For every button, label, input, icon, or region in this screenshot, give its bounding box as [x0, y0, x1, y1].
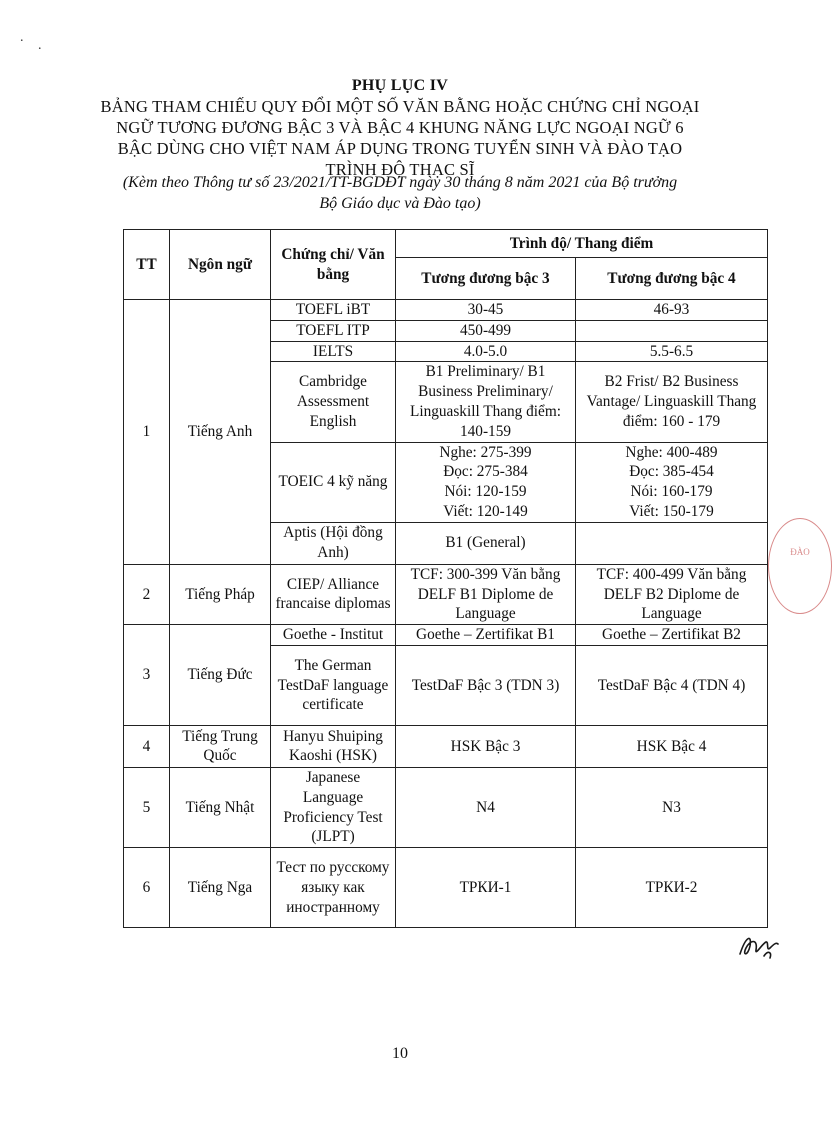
- table-row: [124, 848, 768, 928]
- level3-cell: ТРКИ-1: [396, 848, 576, 928]
- table-row: [124, 725, 768, 767]
- row-tt: 5: [124, 767, 170, 847]
- toeic-writing: Viết: 150-179: [629, 502, 714, 520]
- level4-cell: [576, 320, 768, 341]
- toeic-writing: Viết: 120-149: [443, 502, 528, 520]
- level4-cell: B2 Frist/ B2 Business Vantage/ Linguaskill Thang điểm: 160 - 179: [576, 362, 768, 442]
- note-line: (Kèm theo Thông tư số 23/2021/TT-BGDĐT ngày 30 tháng 8 năm 2021 của Bộ trưởng: [122, 174, 678, 191]
- document-title: [60, 96, 740, 180]
- toeic-listening: Nghe: 275-399: [439, 443, 532, 461]
- cert-cell: Japanese Language Proficiency Test (JLPT): [271, 767, 396, 847]
- cert-cell: IELTS: [271, 341, 396, 362]
- stamp-seal: [768, 518, 832, 614]
- title-line: NGỮ TƯƠNG ĐƯƠNG BẬC 3 VÀ BẬC 4 KHUNG NĂNG LỰC NGOẠI NGỮ 6: [116, 118, 684, 137]
- row-tt: 2: [124, 564, 170, 624]
- level3-cell: HSK Bậc 3: [396, 725, 576, 767]
- reference-note: [60, 172, 740, 214]
- cert-cell: TOEFL iBT: [271, 300, 396, 321]
- level4-cell: 5.5-6.5: [576, 341, 768, 362]
- table-row: [124, 300, 768, 321]
- row-tt: 4: [124, 725, 170, 767]
- title-line: BẬC DÙNG CHO VIỆT NAM ÁP DỤNG TRONG TUYỂN SINH VÀ ĐÀO TẠO: [117, 139, 683, 158]
- table-row: [124, 767, 768, 847]
- level4-cell: [576, 522, 768, 564]
- row-tt: 3: [124, 625, 170, 726]
- cert-cell: The German TestDaF language certificate: [271, 645, 396, 725]
- seal-text: ĐÀO: [790, 547, 810, 557]
- title-line: BẢNG THAM CHIẾU QUY ĐỔI MỘT SỐ VĂN BẰNG HOẶC CHỨNG CHỈ NGOẠI: [100, 97, 700, 116]
- scan-speck: .: [20, 30, 24, 45]
- row-language: Tiếng Pháp: [170, 564, 271, 624]
- cert-cell: TOEFL ITP: [271, 320, 396, 341]
- row-language: Tiếng Nhật: [170, 767, 271, 847]
- level4-cell: TCF: 400-499 Văn bằng DELF B2 Diplome de Language: [576, 564, 768, 624]
- row-language: Tiếng Đức: [170, 625, 271, 726]
- row-tt: 6: [124, 848, 170, 928]
- header-tt: TT: [124, 230, 170, 300]
- level4-cell: HSK Bậc 4: [576, 725, 768, 767]
- row-language: Tiếng Trung Quốc: [170, 725, 271, 767]
- level3-cell: [396, 442, 576, 522]
- row-language: Tiếng Anh: [170, 300, 271, 565]
- table-row: [124, 625, 768, 646]
- cert-cell: Aptis (Hội đồng Anh): [271, 522, 396, 564]
- cert-cell: TOEIC 4 kỹ năng: [271, 442, 396, 522]
- toeic-speaking: Nói: 160-179: [630, 483, 713, 501]
- row-language: Tiếng Nga: [170, 848, 271, 928]
- level3-cell: B1 Preliminary/ B1 Business Preliminary/ Linguaskill Thang điểm: 140-159: [396, 362, 576, 442]
- toeic-speaking: Nói: 120-159: [444, 483, 527, 501]
- certificate-conversion-table: [123, 229, 768, 928]
- toeic-listening: Nghe: 400-489: [625, 443, 718, 461]
- toeic-reading: Đọc: 275-384: [443, 463, 528, 481]
- level3-cell: TCF: 300-399 Văn bằng DELF B1 Diplome de Language: [396, 564, 576, 624]
- header-level4: Tương đương bậc 4: [576, 258, 768, 300]
- level3-cell: 30-45: [396, 300, 576, 321]
- row-tt: 1: [124, 300, 170, 565]
- table-row: [124, 564, 768, 624]
- header-language: Ngôn ngữ: [170, 230, 271, 300]
- level4-cell: TestDaF Bậc 4 (TDN 4): [576, 645, 768, 725]
- level3-cell: Goethe – Zertifikat B1: [396, 625, 576, 646]
- cert-cell: Hanyu Shuiping Kaoshi (HSK): [271, 725, 396, 767]
- header-level-group: Trình độ/ Thang điểm: [396, 230, 768, 258]
- page-number: 10: [392, 1045, 408, 1062]
- signature-mark: [736, 930, 782, 962]
- level3-cell: 4.0-5.0: [396, 341, 576, 362]
- level4-cell: N3: [576, 767, 768, 847]
- level4-cell: [576, 442, 768, 522]
- level4-cell: ТРКИ-2: [576, 848, 768, 928]
- scan-speck: .: [38, 38, 42, 53]
- header-level3: Tương đương bậc 3: [396, 258, 576, 300]
- level4-cell: 46-93: [576, 300, 768, 321]
- level3-cell: B1 (General): [396, 522, 576, 564]
- level3-cell: 450-499: [396, 320, 576, 341]
- toeic-reading: Đọc: 385-454: [629, 463, 714, 481]
- header-certificate: Chứng chỉ/ Văn bằng: [271, 230, 396, 300]
- level3-cell: TestDaF Bậc 3 (TDN 3): [396, 645, 576, 725]
- level3-cell: N4: [396, 767, 576, 847]
- cert-cell: Тест по русскому языку как иностранному: [271, 848, 396, 928]
- note-line: Bộ Giáo dục và Đào tạo): [319, 195, 481, 212]
- appendix-heading: PHỤ LỤC IV: [351, 77, 449, 94]
- cert-cell: Cambridge Assessment English: [271, 362, 396, 442]
- title-line: TRÌNH ĐỘ THẠC SĨ: [325, 160, 475, 179]
- level4-cell: Goethe – Zertifikat B2: [576, 625, 768, 646]
- cert-cell: CIEP/ Alliance francaise diplomas: [271, 564, 396, 624]
- cert-cell: Goethe - Institut: [271, 625, 396, 646]
